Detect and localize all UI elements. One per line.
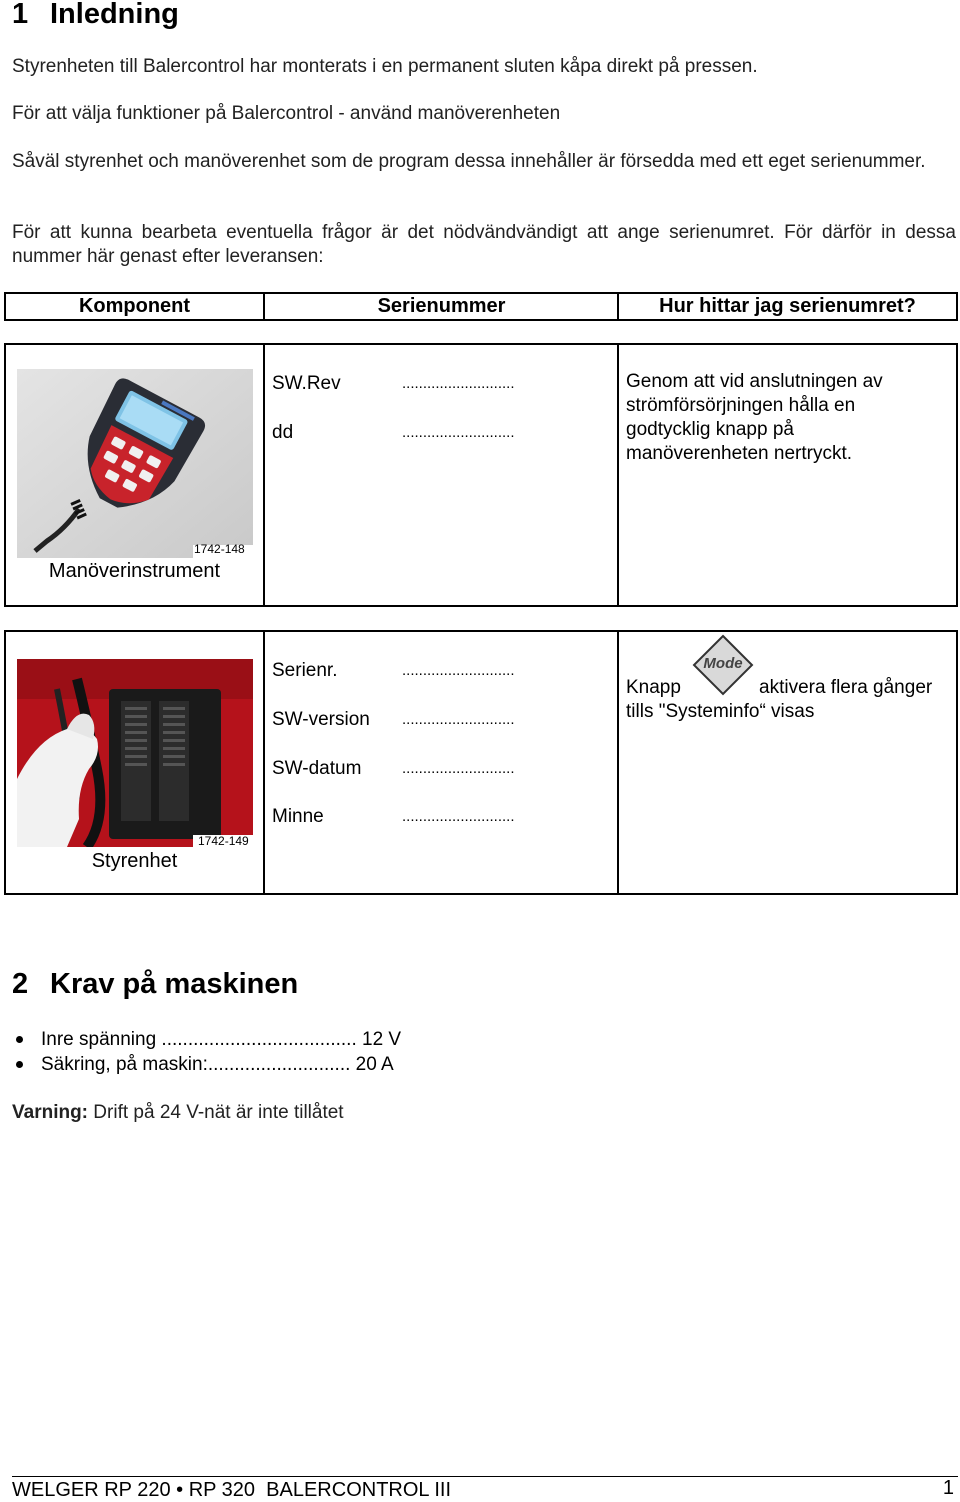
- footer-rule: [12, 1476, 958, 1477]
- field-value-minne: ...........................: [402, 808, 515, 825]
- component-name: Styrenhet: [91, 850, 178, 872]
- instruction-knapp: Knapp: [626, 677, 681, 698]
- figure-number: 1742-149: [198, 834, 249, 848]
- table-header: [4, 292, 958, 321]
- page-number: 1: [942, 1477, 954, 1499]
- section-number: 2: [12, 968, 29, 1000]
- list-item: Säkring, på maskin:........................... 20 A: [12, 1052, 401, 1077]
- field-value-sw-datum: ...........................: [402, 760, 515, 777]
- list-item: Inre spänning ..................................... 12 V: [12, 1027, 401, 1052]
- paragraph-4: För att kunna bearbeta eventuella frågor är det nödvändvändigt att ange serienumret. För därför in dessa nummer här genast efter leveransen:: [12, 222, 956, 267]
- field-label-sw-rev: SW.Rev: [272, 373, 341, 394]
- header-serial-number: Serienummer: [377, 295, 506, 317]
- paragraph-3: Såväl styrenhet och manöverenhet som de program dessa innehåller är försedda med ett eget serienummer.: [12, 151, 926, 172]
- requirements-list: [12, 1027, 401, 1077]
- field-value-sw-rev: ...........................: [402, 375, 515, 392]
- field-label-sw-datum: SW-datum: [272, 758, 362, 779]
- footer-title: WELGER RP 220 • RP 320 BALERCONTROL III: [12, 1479, 452, 1501]
- section-title: Krav på maskinen: [50, 968, 299, 1000]
- field-label-sw-version: SW-version: [272, 709, 370, 730]
- field-label-minne: Minne: [272, 806, 324, 827]
- control-unit-photo: [17, 369, 253, 558]
- warning-label: Varning:: [12, 1102, 89, 1123]
- field-label-dd: dd: [272, 422, 294, 443]
- section-1-heading: [12, 0, 179, 31]
- paragraph-1: Styrenheten till Balercontrol har monterats i en permanent sluten kåpa direkt på pressen.: [12, 56, 758, 77]
- paragraph-2: För att välja funktioner på Balercontrol - använd manöverenheten: [12, 103, 561, 124]
- header-how-to-find: Hur hittar jag serienumret?: [659, 295, 916, 317]
- header-component: Komponent: [78, 295, 191, 317]
- controller-photo: [17, 659, 253, 847]
- instruction-activate: aktivera flera gånger: [759, 677, 933, 698]
- field-value-sw-version: ...........................: [402, 711, 515, 728]
- table-row: [4, 630, 958, 895]
- instruction-until: tills "Systeminfo“ visas: [626, 701, 815, 722]
- warning-text: Drift på 24 V-nät är inte tillåtet: [88, 1102, 344, 1123]
- mode-key-icon: [692, 634, 754, 696]
- field-value-serienr: ...........................: [402, 662, 515, 679]
- component-name: Manöverinstrument: [48, 560, 221, 582]
- field-value-dd: ...........................: [402, 424, 515, 441]
- section-2-heading: [12, 968, 298, 1001]
- instruction-text: Genom att vid anslutningen av strömförsörjningen hålla en godtycklig knapp på manöverenheten nertryckt.: [626, 371, 883, 464]
- warning: [12, 1101, 956, 1125]
- figure-number: 1742-148: [194, 542, 245, 556]
- table-row: [4, 343, 958, 607]
- field-label-serienr: Serienr.: [272, 660, 338, 681]
- section-number: 1: [12, 0, 29, 30]
- mode-key-label: Mode: [703, 655, 743, 672]
- section-title: Inledning: [50, 0, 179, 30]
